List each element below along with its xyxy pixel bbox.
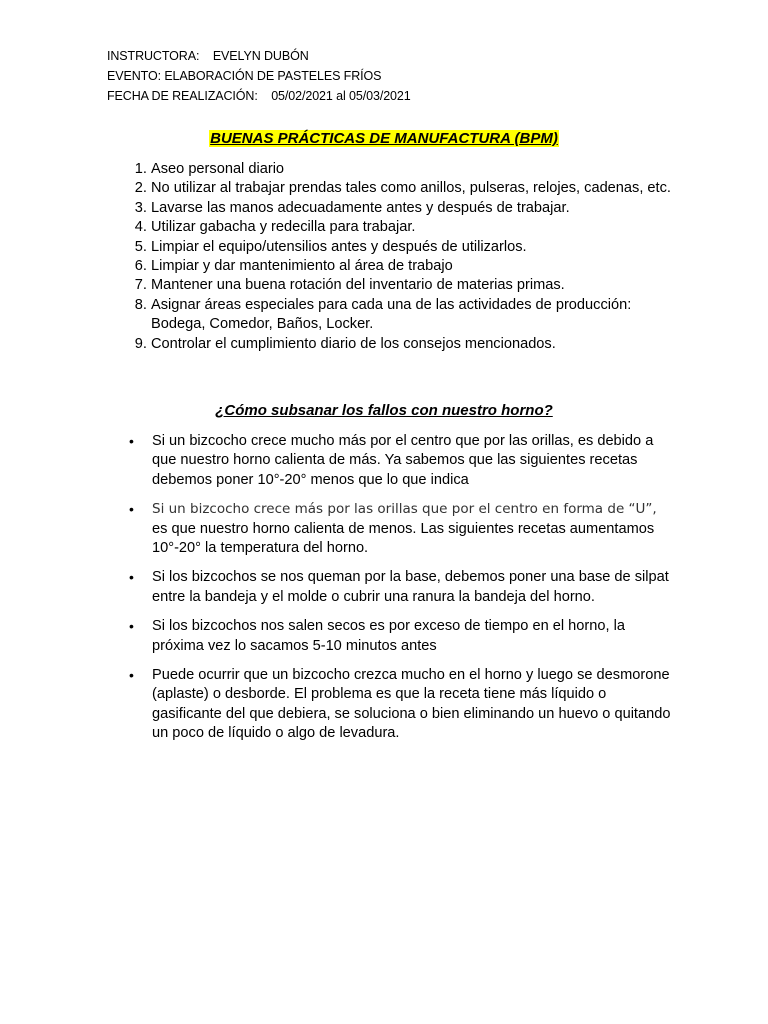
header-instructora: INSTRUCTORA: EVELYN DUBÓN	[107, 49, 309, 63]
bullet-icon: •	[129, 569, 134, 586]
list-item: 5. Limpiar el equipo/utensilios antes y después de utilizarlos.	[151, 238, 671, 257]
oven-tips-title: ¿Cómo subsanar los fallos con nuestro horno?	[215, 402, 553, 419]
list-item	[129, 617, 672, 656]
tip-text: Si los bizcochos nos salen secos es por exceso de tiempo en el horno, la próxima vez lo sacamos 5-10 minutos antes	[152, 618, 625, 654]
list-item: 2. No utilizar al trabajar prendas tales como anillos, pulseras, relojes, cadenas, etc.	[151, 179, 671, 198]
oven-tips-list	[125, 432, 672, 754]
list-item	[129, 666, 672, 744]
document-header	[107, 46, 411, 106]
tip-text: Puede ocurrir que un bizcocho crezca mucho en el horno y luego se desmorone (aplaste) o desborde. El problema es que la receta tiene más líquido o gasificante del que debiera, se soluciona o bien eliminando un huevo o quitando un poco de líquido o algo de levadura.	[152, 667, 671, 742]
list-item	[129, 432, 672, 490]
list-item: 3. Lavarse las manos adecuadamente antes y después de trabajar.	[151, 199, 671, 218]
list-item: 1. Aseo personal diario	[151, 160, 671, 179]
header-evento: EVENTO: ELABORACIÓN DE PASTELES FRÍOS	[107, 69, 382, 83]
list-item: 7. Mantener una buena rotación del inventario de materias primas.	[151, 276, 671, 295]
header-fecha: FECHA DE REALIZACIÓN: 05/02/2021 al 05/03/2021	[107, 89, 411, 103]
list-item	[129, 500, 672, 558]
list-item	[129, 568, 672, 607]
list-item: 9. Controlar el cumplimiento diario de los consejos mencionados.	[151, 335, 671, 354]
bullet-icon: •	[129, 501, 134, 518]
tip-text: es que nuestro horno calienta de menos. Las siguientes recetas aumentamos 10°-20° la temperatura del horno.	[152, 520, 655, 557]
bpm-list	[125, 160, 671, 354]
tip-text: Si los bizcochos se nos queman por la base, debemos poner una base de silpat entre la bandeja y el molde o cubrir una ranura la bandeja del horno.	[152, 569, 669, 605]
tip-text: Si un bizcocho crece mucho más por el centro que por las orillas, es debido a que nuestro horno calienta de más. Ya sabemos que las siguientes recetas debemos poner 10°-20° menos que lo que indica	[152, 433, 654, 488]
tip-text-first-line: Si un bizcocho crece más por las orillas que por el centro en forma de “U”,	[152, 501, 657, 518]
list-item: 6. Limpiar y dar mantenimiento al área de trabajo	[151, 257, 671, 276]
bpm-title	[0, 130, 768, 148]
bullet-icon: •	[129, 667, 134, 684]
bpm-title-text: BUENAS PRÁCTICAS DE MANUFACTURA (BPM)	[210, 130, 558, 147]
list-item: 8. Asignar áreas especiales para cada una de las actividades de producción: Bodega, Comedor, Baños, Locker.	[151, 296, 671, 335]
bullet-icon: •	[129, 433, 134, 449]
list-item: 4. Utilizar gabacha y redecilla para trabajar.	[151, 218, 671, 237]
bullet-icon: •	[129, 618, 134, 635]
